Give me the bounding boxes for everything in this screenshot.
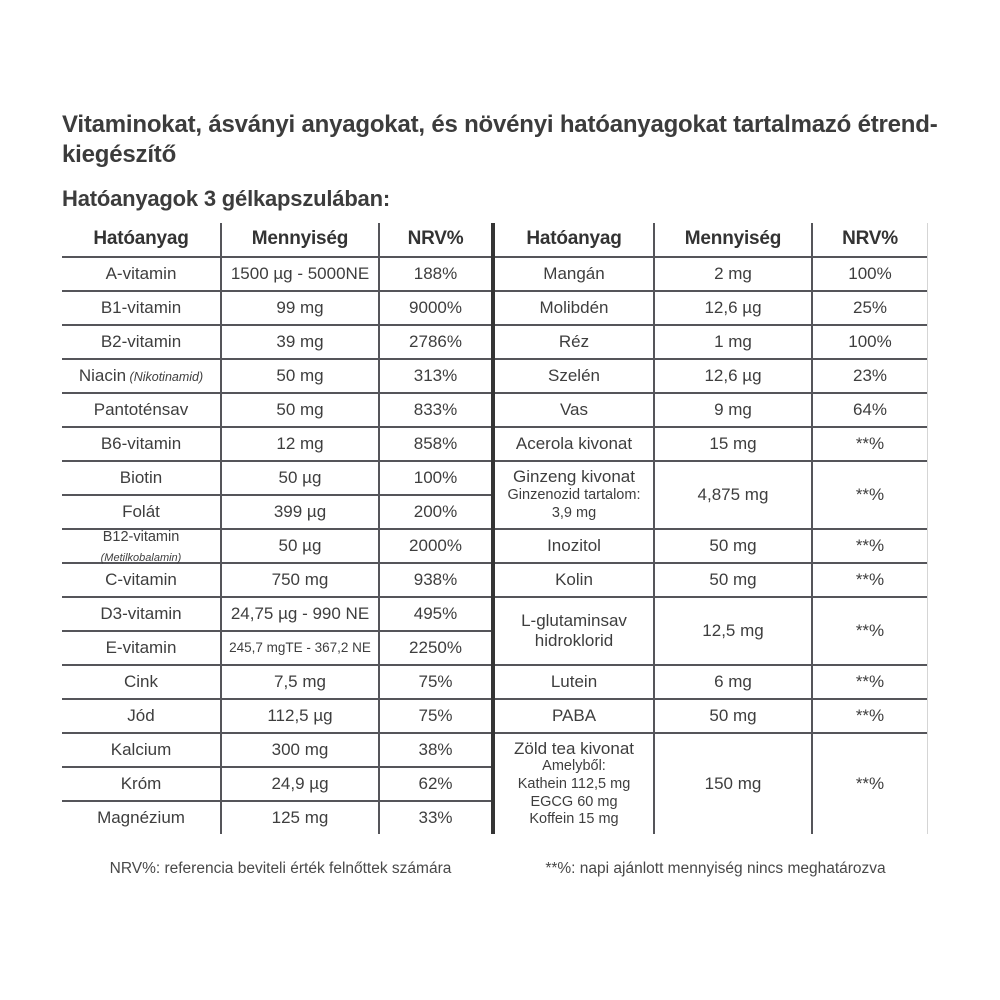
ingredient-name-cell bbox=[62, 666, 222, 698]
table-row bbox=[62, 698, 491, 732]
ingredient-name-cell bbox=[62, 462, 222, 494]
ingredient-name bbox=[551, 672, 597, 692]
nrv-cell: 75% bbox=[418, 671, 453, 691]
quantity-cell: 12,6 µg bbox=[655, 360, 813, 392]
table-row bbox=[495, 426, 927, 460]
ingredient-name bbox=[66, 526, 216, 565]
quantity-cell: 15 mg bbox=[655, 428, 813, 460]
ingredient-name bbox=[559, 332, 589, 352]
ingredient-name-text: Inozitol bbox=[547, 536, 601, 556]
ingredient-name bbox=[79, 366, 203, 386]
nrv-cell: **% bbox=[855, 484, 885, 504]
ingredient-name-cell bbox=[495, 598, 655, 664]
nrv-cell: 33% bbox=[418, 807, 453, 827]
table-row bbox=[495, 324, 927, 358]
quantity-cell: 12,6 µg bbox=[655, 292, 813, 324]
nrv-cell: 2250% bbox=[409, 637, 462, 657]
ingredient-name bbox=[552, 706, 596, 726]
quantity-cell: 1500 µg - 5000NE bbox=[222, 258, 380, 290]
column-header: NRV% bbox=[842, 228, 898, 250]
table-row bbox=[495, 732, 927, 834]
table-row bbox=[62, 358, 491, 392]
nrv-cell: 75% bbox=[418, 705, 453, 725]
ingredient-name-cell bbox=[495, 258, 655, 290]
ingredient-name-text: B12-vitamin bbox=[102, 529, 180, 546]
nrv-cell: 38% bbox=[418, 739, 453, 759]
ingredient-name-text: Mangán bbox=[543, 264, 605, 284]
nrv-cell: **% bbox=[855, 535, 885, 555]
ingredient-note: (Nikotinamid) bbox=[126, 370, 204, 385]
ingredient-name-text: D3-vitamin bbox=[100, 604, 182, 624]
nrv-cell: 313% bbox=[413, 365, 458, 385]
quantity-cell: 245,7 mgTE - 367,2 NE bbox=[222, 632, 380, 664]
ingredient-name-text: Niacin bbox=[78, 366, 127, 386]
ingredient-name bbox=[97, 808, 185, 828]
page-title: Vitaminokat, ásványi anyagokat, és növényi hatóanyagokat tartalmazó étrend-kiegészítő bbox=[62, 111, 938, 169]
ingredient-name-text: Kolin bbox=[555, 570, 593, 590]
table-row bbox=[62, 392, 491, 426]
ingredient-name-text: Jód bbox=[127, 706, 155, 726]
quantity-cell: 7,5 mg bbox=[222, 666, 380, 698]
ingredient-name-cell bbox=[495, 428, 655, 460]
quantity-cell: 50 mg bbox=[655, 700, 813, 732]
ingredient-name-cell bbox=[62, 258, 222, 290]
ingredient-subline: Koffein 15 mg bbox=[529, 811, 619, 828]
quantity-cell: 300 mg bbox=[222, 734, 380, 766]
table-row bbox=[495, 698, 927, 732]
ingredient-name-text: Ginzeng kivonat bbox=[513, 467, 635, 487]
ingredient-name-cell bbox=[62, 360, 222, 392]
nrv-cell: 100% bbox=[413, 467, 458, 487]
table-row bbox=[62, 766, 491, 800]
ingredient-name-cell bbox=[495, 564, 655, 596]
ingredient-name-cell bbox=[62, 598, 222, 630]
nrv-cell: 2786% bbox=[409, 331, 462, 351]
nrv-cell: 100% bbox=[848, 263, 892, 283]
ingredient-name-text: B1-vitamin bbox=[100, 298, 182, 318]
table-row bbox=[62, 494, 491, 528]
footnote-asterisk: **%: napi ajánlott mennyiség nincs meghatározva bbox=[545, 859, 886, 877]
ingredient-name-cell bbox=[495, 462, 655, 528]
ingredient-name-cell bbox=[62, 530, 222, 562]
ingredient-subline: Amelyből: bbox=[542, 758, 606, 775]
ingredient-name-text: Acerola kivonat bbox=[515, 434, 633, 454]
quantity-cell: 24,9 µg bbox=[222, 768, 380, 800]
ingredient-name bbox=[499, 611, 649, 650]
ingredient-name-text: PABA bbox=[551, 706, 597, 726]
table-row bbox=[62, 460, 491, 494]
nrv-cell: 858% bbox=[413, 433, 458, 453]
ingredient-name bbox=[111, 740, 171, 760]
quantity-cell: 12 mg bbox=[222, 428, 380, 460]
table-row bbox=[62, 256, 491, 290]
ingredient-name bbox=[555, 570, 593, 590]
nrv-cell: **% bbox=[855, 433, 885, 453]
nrv-cell: 200% bbox=[413, 501, 458, 521]
quantity-cell: 125 mg bbox=[222, 802, 380, 834]
table-row bbox=[62, 562, 491, 596]
ingredient-name-text: B6-vitamin bbox=[100, 434, 182, 454]
ingredient-name-text: Szelén bbox=[548, 366, 600, 386]
nrv-cell: **% bbox=[855, 705, 885, 725]
table-row bbox=[495, 664, 927, 698]
ingredient-name bbox=[543, 264, 604, 284]
ingredient-name-cell bbox=[62, 700, 222, 732]
ingredient-name-cell bbox=[495, 530, 655, 562]
table-row bbox=[495, 290, 927, 324]
ingredient-note: (Metilkobalamin) bbox=[100, 552, 182, 564]
ingredient-name-cell bbox=[62, 768, 222, 800]
quantity-cell: 50 mg bbox=[655, 530, 813, 562]
ingredient-name-text: Cink bbox=[123, 672, 158, 692]
ingredient-name-cell bbox=[495, 292, 655, 324]
quantity-cell: 99 mg bbox=[222, 292, 380, 324]
ingredient-name-cell bbox=[62, 632, 222, 664]
table-row bbox=[495, 460, 927, 528]
ingredient-name bbox=[127, 706, 154, 726]
ingredient-name-text: Króm bbox=[120, 774, 162, 794]
nrv-cell: 2000% bbox=[409, 535, 462, 555]
quantity-cell: 750 mg bbox=[222, 564, 380, 596]
column-header: Hatóanyag bbox=[495, 223, 655, 256]
ingredient-name-text: Kalcium bbox=[110, 740, 172, 760]
ingredient-name-text: Biotin bbox=[119, 468, 163, 488]
ingredient-name bbox=[516, 434, 632, 454]
supplement-tables bbox=[62, 223, 932, 834]
ingredient-name-cell bbox=[495, 666, 655, 698]
nrv-cell: 9000% bbox=[409, 297, 462, 317]
ingredient-name-text: B2-vitamin bbox=[100, 332, 182, 352]
nrv-cell: **% bbox=[855, 671, 885, 691]
quantity-cell: 50 mg bbox=[222, 394, 380, 426]
ingredient-name bbox=[122, 502, 160, 522]
nrv-cell: **% bbox=[855, 569, 885, 589]
ingredient-name bbox=[106, 264, 177, 284]
ingredient-name-text: Pantoténsav bbox=[93, 400, 189, 420]
ingredient-name-text: Magnézium bbox=[97, 808, 185, 828]
ingredient-name-text: Réz bbox=[558, 332, 590, 352]
ingredient-name bbox=[101, 332, 181, 352]
quantity-cell: 50 µg bbox=[222, 530, 380, 562]
ingredient-subline: Ginzenozid tartalom: bbox=[507, 487, 641, 504]
ingredient-name bbox=[106, 638, 177, 658]
ingredient-name bbox=[540, 298, 609, 318]
column-header: NRV% bbox=[407, 228, 464, 250]
ingredient-name-cell bbox=[62, 326, 222, 358]
table-row bbox=[495, 392, 927, 426]
quantity-cell: 9 mg bbox=[655, 394, 813, 426]
ingredient-name-cell bbox=[62, 428, 222, 460]
quantity-cell: 50 mg bbox=[655, 564, 813, 596]
ingredient-name-cell bbox=[495, 734, 655, 834]
ingredient-name-cell bbox=[62, 496, 222, 528]
ingredient-name bbox=[121, 774, 162, 794]
ingredient-name bbox=[101, 298, 181, 318]
table-header-row bbox=[495, 223, 927, 256]
ingredient-name-cell bbox=[495, 700, 655, 732]
ingredient-name bbox=[513, 467, 635, 487]
ingredient-name-cell bbox=[62, 564, 222, 596]
ingredient-name bbox=[560, 400, 588, 420]
nrv-cell: **% bbox=[855, 773, 885, 793]
ingredient-name-cell bbox=[62, 734, 222, 766]
quantity-cell: 399 µg bbox=[222, 496, 380, 528]
ingredient-name-cell bbox=[495, 326, 655, 358]
ingredient-name-text: L-glutaminsav hidroklorid bbox=[521, 611, 627, 650]
table-row bbox=[62, 290, 491, 324]
ingredient-name bbox=[547, 536, 601, 556]
nrv-cell: 100% bbox=[848, 331, 892, 351]
ingredient-name-text: Zöld tea kivonat bbox=[513, 738, 634, 758]
ingredient-name bbox=[101, 434, 181, 454]
footnote-nrv: NRV%: referencia beviteli érték felnőttek számára bbox=[109, 859, 452, 877]
ingredient-name-cell bbox=[495, 394, 655, 426]
table-row bbox=[495, 596, 927, 664]
ingredient-name-text: C-vitamin bbox=[105, 570, 177, 590]
ingredient-name-text: A-vitamin bbox=[105, 264, 177, 284]
table-row bbox=[495, 528, 927, 562]
table-row bbox=[62, 664, 491, 698]
ingredients-table-right bbox=[495, 223, 928, 834]
table-row bbox=[495, 358, 927, 392]
quantity-cell: 24,75 µg - 990 NE bbox=[222, 598, 380, 630]
ingredient-name-cell bbox=[62, 292, 222, 324]
table-row bbox=[62, 630, 491, 664]
column-header: Hatóanyag bbox=[62, 223, 222, 256]
table-row bbox=[62, 426, 491, 460]
quantity-cell: 150 mg bbox=[655, 734, 813, 834]
quantity-cell: 112,5 µg bbox=[222, 700, 380, 732]
quantity-cell: 2 mg bbox=[655, 258, 813, 290]
table-row bbox=[62, 596, 491, 630]
ingredient-name bbox=[105, 570, 177, 590]
nrv-cell: 62% bbox=[418, 773, 453, 793]
ingredient-name bbox=[548, 366, 600, 386]
nrv-cell: 495% bbox=[413, 603, 458, 623]
table-row bbox=[495, 256, 927, 290]
ingredient-name bbox=[94, 400, 189, 420]
ingredient-name bbox=[124, 672, 158, 692]
ingredient-name-text: Lutein bbox=[550, 672, 598, 692]
ingredient-name bbox=[120, 468, 163, 488]
table-row bbox=[62, 800, 491, 834]
ingredient-name bbox=[514, 739, 634, 759]
nrv-cell: 188% bbox=[413, 263, 458, 283]
quantity-cell: 1 mg bbox=[655, 326, 813, 358]
quantity-cell: 12,5 mg bbox=[655, 598, 813, 664]
table-header-row bbox=[62, 223, 491, 256]
table-row bbox=[62, 324, 491, 358]
column-header: Mennyiség bbox=[655, 223, 813, 256]
ingredient-name-text: Molibdén bbox=[539, 298, 609, 318]
ingredient-name-cell bbox=[62, 394, 222, 426]
nrv-cell: 833% bbox=[413, 399, 458, 419]
column-header: Mennyiség bbox=[222, 223, 380, 256]
ingredient-subline: 3,9 mg bbox=[551, 504, 597, 521]
footnotes bbox=[62, 860, 932, 878]
nrv-cell: 64% bbox=[852, 399, 888, 419]
quantity-cell: 39 mg bbox=[222, 326, 380, 358]
ingredient-name-text: Folát bbox=[122, 502, 160, 522]
nrv-cell: 938% bbox=[413, 569, 458, 589]
ingredients-table-left bbox=[62, 223, 495, 834]
ingredient-name-cell bbox=[495, 360, 655, 392]
page-subtitle: Hatóanyagok 3 gélkapszulában: bbox=[62, 185, 390, 211]
ingredient-name bbox=[100, 604, 181, 624]
nrv-cell: **% bbox=[855, 620, 885, 640]
quantity-cell: 6 mg bbox=[655, 666, 813, 698]
ingredient-name-text: E-vitamin bbox=[105, 638, 177, 658]
quantity-cell: 4,875 mg bbox=[655, 462, 813, 528]
ingredient-name-text: Vas bbox=[559, 400, 589, 420]
table-row bbox=[62, 528, 491, 562]
quantity-cell: 50 mg bbox=[222, 360, 380, 392]
table-row bbox=[495, 562, 927, 596]
nrv-cell: 23% bbox=[852, 365, 888, 385]
ingredient-subline: Kathein 112,5 mg bbox=[517, 776, 631, 793]
table-row bbox=[62, 732, 491, 766]
ingredient-name-cell bbox=[62, 802, 222, 834]
quantity-cell: 50 µg bbox=[222, 462, 380, 494]
nrv-cell: 25% bbox=[852, 297, 888, 317]
ingredient-subline: EGCG 60 mg bbox=[530, 793, 618, 810]
